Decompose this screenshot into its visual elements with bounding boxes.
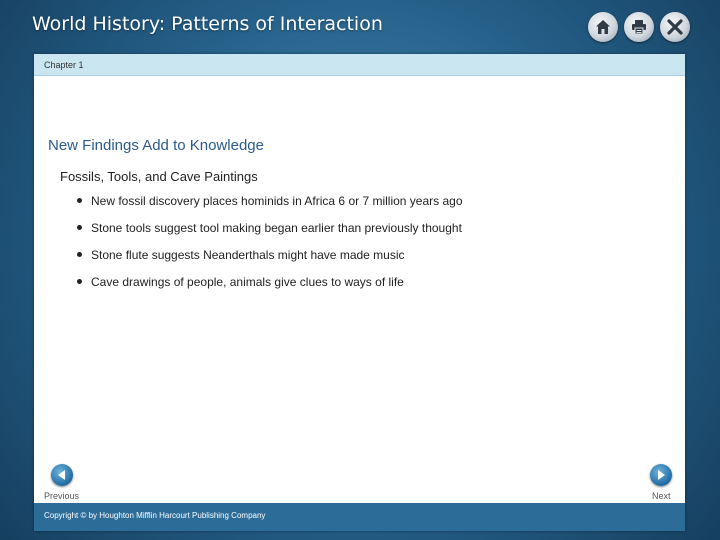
slide-panel — [34, 54, 685, 531]
chapter-bar — [34, 54, 685, 76]
print-icon — [630, 18, 648, 36]
close-button[interactable] — [660, 12, 690, 42]
slide-heading: New Findings Add to Knowledge — [48, 137, 264, 154]
close-icon — [666, 18, 684, 36]
top-toolbar — [588, 12, 690, 42]
home-icon — [594, 18, 612, 36]
bullet-list — [74, 193, 463, 301]
app-title: World History: Patterns of Interaction — [32, 13, 383, 35]
copyright-text: Copyright © by Houghton Mifflin Harcourt Publishing Company — [44, 511, 266, 520]
bullet-item: Cave drawings of people, animals give clues to ways of life — [74, 274, 463, 301]
bullet-item: Stone flute suggests Neanderthals might have made music — [74, 247, 463, 274]
arrow-right-icon — [650, 464, 672, 486]
slide-subheading: Fossils, Tools, and Cave Paintings — [60, 169, 258, 184]
bullet-item: Stone tools suggest tool making began earlier than previously thought — [74, 220, 463, 247]
print-button[interactable] — [624, 12, 654, 42]
previous-label[interactable]: Previous — [44, 491, 80, 501]
next-button[interactable] — [650, 464, 672, 486]
arrow-left-icon — [51, 464, 73, 486]
home-button[interactable] — [588, 12, 618, 42]
footer-bar — [34, 503, 685, 531]
previous-button[interactable] — [51, 464, 73, 486]
chapter-label: Chapter 1 — [44, 60, 84, 70]
bullet-item: New fossil discovery places hominids in Africa 6 or 7 million years ago — [74, 193, 463, 220]
next-label[interactable]: Next — [652, 491, 671, 501]
